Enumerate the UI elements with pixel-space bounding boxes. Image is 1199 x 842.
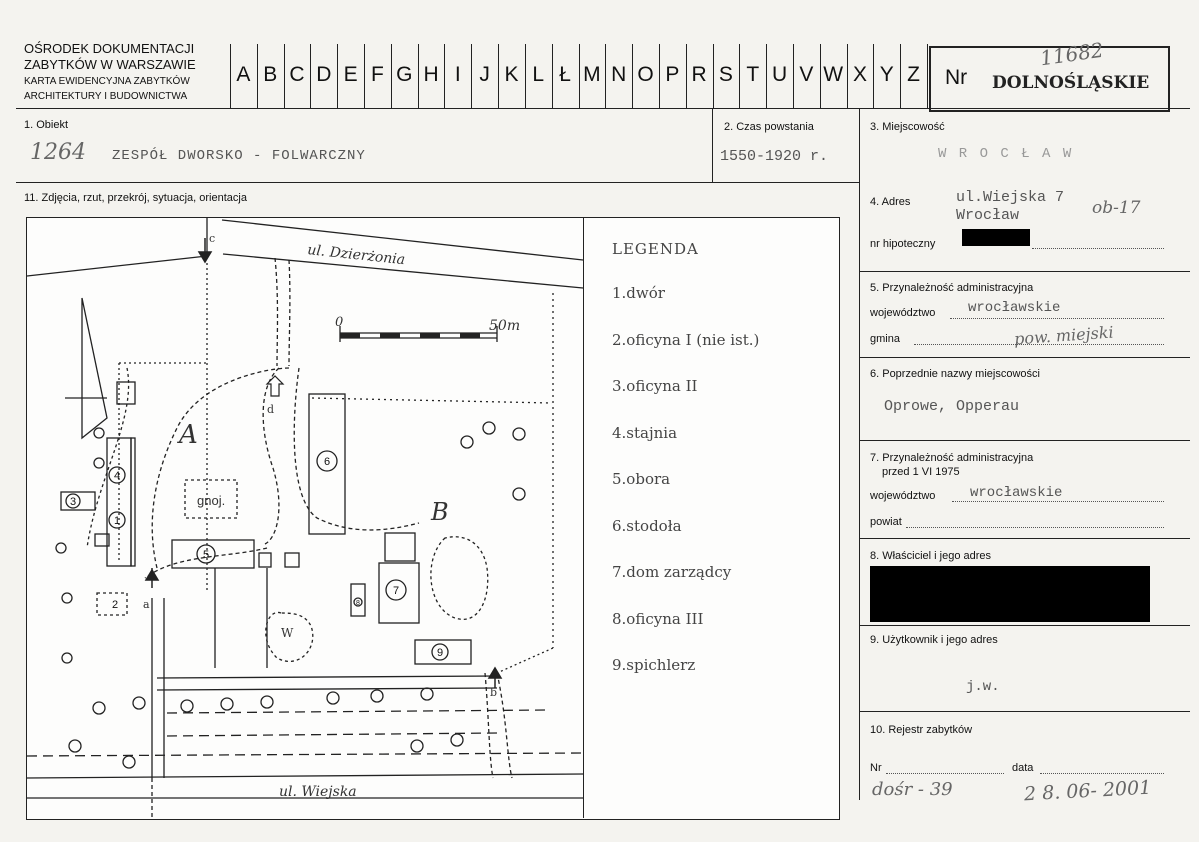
building-5-label: 5 — [202, 549, 210, 561]
field-4-handnote: ob-17 — [1092, 198, 1141, 218]
org-name-line1: OŚRODEK DOKUMENTACJI — [24, 41, 195, 56]
field-9-label: 9. Użytkownik i jego adres — [870, 634, 998, 646]
area-b-label: B — [431, 498, 449, 526]
register-number-label: Nr — [870, 762, 882, 774]
field-4-city: Wrocław — [956, 207, 1020, 224]
alphabet-letter: N — [611, 63, 627, 86]
field-7-county-label: powiat — [870, 516, 902, 528]
legend-item: 9.spichlerz — [612, 656, 696, 674]
field-1-value: ZESPÓŁ DWORSKO - FOLWARCZNY — [112, 148, 366, 164]
card-type-line1: KARTA EWIDENCYJNA ZABYTKÓW — [24, 76, 190, 87]
alphabet-letter: O — [637, 63, 654, 86]
field-4-label: 4. Adres — [870, 196, 911, 208]
field-1-number: 1264 — [30, 140, 86, 165]
register-number-value: dośr - 39 — [872, 779, 953, 800]
alphabet-letter: R — [691, 63, 707, 86]
field-5-label: 5. Przynależność administracyjna — [870, 282, 1034, 294]
alphabet-letter: E — [343, 63, 358, 86]
card-type-line2: ARCHITEKTURY I BUDOWNICTWA — [24, 91, 188, 102]
building-8-label: 8 — [356, 600, 360, 607]
redaction-owner — [870, 566, 1150, 622]
rule-under-object — [16, 182, 860, 183]
rule-vertical-right — [859, 108, 860, 800]
field-7-label-line1: 7. Przynależność administracyjna — [870, 452, 1034, 464]
field-7-voivodeship-value: wrocławskie — [970, 485, 1063, 501]
nr-handwritten: 11682 — [1038, 37, 1105, 71]
mortgage-number-label: nr hipoteczny — [870, 238, 936, 250]
field-3-value: W R O C Ł A W — [938, 146, 1074, 162]
alphabet-letter: L — [532, 63, 545, 86]
rule-r8 — [860, 625, 1190, 626]
alphabet-letter: B — [263, 63, 278, 86]
field-7-voivodeship-label: województwo — [870, 490, 936, 502]
legend-divider — [583, 218, 584, 818]
manure-label: gnoj. — [197, 493, 226, 508]
org-name-line2: ZABYTKÓW W WARSZAWIE — [24, 57, 196, 72]
gate-b-label: b — [490, 686, 498, 699]
gate-d-label: d — [267, 403, 275, 416]
nr-label: Nr — [945, 66, 968, 89]
field-6-value: Oprowe, Opperau — [884, 398, 1020, 415]
alphabet-letter: M — [583, 63, 601, 86]
dotline-mortgage — [1032, 248, 1164, 249]
building-9-label: 9 — [436, 647, 444, 659]
rule-r9 — [860, 711, 1190, 712]
rule-r6 — [860, 440, 1190, 441]
legend-title: LEGENDA — [612, 240, 699, 258]
w-label: W — [281, 626, 294, 640]
field-5-voivodeship-value: wrocławskie — [968, 300, 1061, 316]
alphabet-letter: S — [718, 63, 733, 86]
field-10-label: 10. Rejestr zabytków — [870, 724, 973, 736]
alphabet-letter: P — [665, 63, 680, 86]
rule-under-header — [16, 108, 1190, 109]
alphabet-letter: W — [823, 63, 844, 86]
alphabet-letter: A — [236, 63, 251, 86]
alphabet-letter: Z — [907, 63, 920, 86]
dotline-reg-nr — [886, 773, 1004, 774]
alphabet-letter: H — [423, 63, 439, 86]
field-4-street: ul.Wiejska 7 — [956, 189, 1065, 206]
field-5-commune-value: pow. miejski — [1013, 322, 1115, 349]
legend-item: 6.stodoła — [612, 516, 682, 535]
dotline-7-woj — [952, 501, 1164, 502]
region-name: DOLNOŚLĄSKIE — [992, 73, 1150, 93]
rule-r4 — [860, 271, 1190, 272]
alphabet-letter: G — [396, 63, 413, 86]
building-1-label: 1 — [113, 515, 121, 527]
alphabet-letter: T — [746, 63, 760, 86]
dotline-5-woj — [950, 318, 1164, 319]
field-1-label: 1. Obiekt — [24, 119, 69, 131]
building-4-label: 4 — [113, 470, 121, 482]
building-7-label: 7 — [392, 585, 400, 597]
legend-item: 8.oficyna III — [612, 609, 704, 628]
field-3-label: 3. Miejscowość — [870, 121, 945, 133]
alphabet-letter: C — [289, 63, 305, 86]
rule-vertical-time — [712, 108, 713, 182]
gate-a-label: a — [143, 598, 150, 611]
alphabet-letter: Y — [879, 63, 894, 86]
legend-item: 5.obora — [612, 470, 671, 488]
alphabet-letter: J — [479, 63, 490, 86]
building-3-label: 3 — [69, 496, 77, 508]
building-6-label: 6 — [323, 456, 331, 468]
legend-item: 2.oficyna I (nie ist.) — [612, 330, 760, 349]
alphabet-letter: X — [852, 63, 867, 86]
register-date-label: data — [1012, 762, 1034, 774]
legend-item: 3.oficyna II — [612, 377, 698, 395]
alphabet-letter: K — [504, 63, 519, 86]
legend-item: 1.dwór — [612, 284, 665, 302]
alphabet-letter: F — [371, 63, 384, 86]
field-7-label-line2: przed 1 VI 1975 — [882, 466, 960, 478]
field-5-commune-label: gmina — [870, 333, 900, 345]
rule-r5 — [860, 357, 1190, 358]
field-11-label: 11. Zdjęcia, rzut, przekrój, sytuacja, orientacja — [24, 192, 247, 204]
street-bottom-label: ul. Wiejska — [279, 784, 357, 800]
site-plan — [27, 218, 583, 818]
dotline-7-powiat — [906, 527, 1164, 528]
field-8-label: 8. Właściciel i jego adres — [870, 550, 992, 562]
rule-r7 — [860, 538, 1190, 539]
alphabet-letter: V — [799, 63, 814, 86]
street-top-label: ul. Dzierżonia — [306, 242, 406, 269]
alphabet-letter: D — [316, 63, 332, 86]
alphabet-separator — [927, 44, 928, 108]
legend-item: 7.dom zarządcy — [612, 563, 732, 581]
alphabet-letter: I — [454, 63, 461, 86]
building-2-label: 2 — [111, 599, 119, 611]
redaction-mortgage — [962, 229, 1030, 246]
field-2-value: 1550-1920 r. — [720, 148, 829, 165]
field-5-voivodeship-label: województwo — [870, 307, 936, 319]
field-2-label: 2. Czas powstania — [724, 121, 814, 133]
alphabet-letter: U — [771, 63, 788, 86]
register-date-value: 2 8. 06- 2001 — [1023, 776, 1152, 806]
scale-start: 0 — [335, 315, 344, 330]
gate-c-label: c — [209, 232, 216, 245]
scale-end: 50m — [489, 318, 521, 334]
field-6-label: 6. Poprzednie nazwy miejscowości — [870, 368, 1040, 380]
alphabet-letter: Ł — [559, 63, 571, 86]
area-a-label: A — [179, 420, 198, 450]
dotline-reg-date — [1040, 773, 1164, 774]
legend-item: 4.stajnia — [612, 423, 678, 442]
field-9-value: j.w. — [966, 679, 1000, 695]
